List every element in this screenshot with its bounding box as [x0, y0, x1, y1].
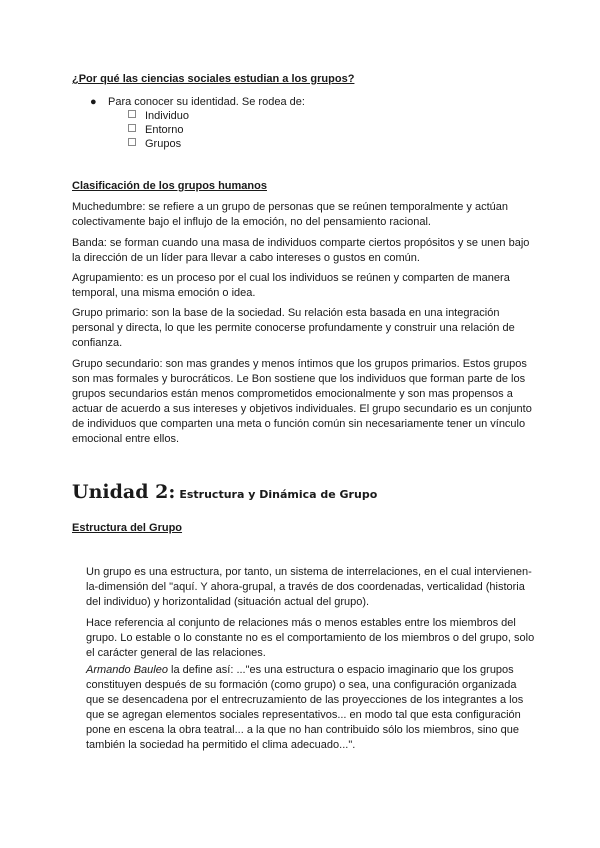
clasificacion-heading: Clasificación de los grupos humanos	[72, 180, 267, 192]
author-name: Armando Bauleo	[86, 664, 168, 676]
unit-title	[72, 468, 377, 506]
paragraph-grupo-primario: Grupo primario: son la base de la sociedad. Su relación esta basada en una integración personal y directa, lo que les permite conocerse profundamente y construir una relación de confianza.	[72, 307, 515, 349]
checkbox-square-icon	[128, 124, 136, 132]
unit-subtitle: Estructura y Dinámica de Grupo	[179, 488, 378, 501]
sub-list-item: Entorno	[128, 123, 189, 137]
paragraph-estructura-3	[86, 663, 536, 753]
sub-list-item: Grupos	[128, 137, 189, 151]
paragraph-agrupamiento: Agrupamiento: es un proceso por el cual los individuos se reúnen y comparten de manera temporal, una misma emoción o idea.	[72, 272, 510, 299]
checkbox-square-icon	[128, 138, 136, 146]
paragraph-grupo-secundario: Grupo secundario: son mas grandes y menos íntimos que los grupos primarios. Estos grupos son mas formales y burocráticos. Le Bon sostiene que los individuos que forman parte de los grupos secundarios están menos comprometidos emocionalmente y son mas propensos a actuar de acuerdo a sus intereses y objetivos individuales. El grupo secundario es un conjunto de individuos que comparten una meta o función común sin necesariamente tener un vínculo emocional entre ellos.	[72, 358, 532, 445]
sub-list	[128, 109, 189, 151]
paragraph-estructura-2: Hace referencia al conjunto de relaciones más o menos estables entre los miembros del grupo. Lo estable o lo constante no es el comportamiento de los miembros o del grupo, solo el carácter general de las relaciones.	[86, 617, 535, 659]
bullet-text: Para conocer su identidad. Se rodea de:	[108, 96, 305, 108]
checkbox-square-icon	[128, 110, 136, 118]
estructura-heading: Estructura del Grupo	[72, 522, 183, 534]
bullet-dot-icon: ●	[90, 96, 97, 108]
paragraph-muchedumbre: Muchedumbre: se refiere a un grupo de personas que se reúnen temporalmente y actúan colectivamente bajo el influjo de la emoción, no del pensamiento racional.	[72, 201, 508, 228]
paragraph-banda: Banda: se forman cuando una masa de individuos comparte ciertos propósitos y se unen bajo la dirección de un líder para llevar a cabo intereses o gustos en común.	[72, 237, 530, 264]
quote-text: la define así: ..."es una estructura o espacio imaginario que los grupos constituyen después de su formación (como grupo) o sea, una configuración organizada que se desencadena por el entrecruzamiento de las proyecciones de los integrantes a los que se agregan elementos sociales representativos... en modo tal que esta configuración pone en escena la obra teatral... a la que no han contribuido sólo los miembros, sino que también la sociedad ha permitido el clima adecuado...".	[86, 664, 524, 751]
question-heading: ¿Por qué las ciencias sociales estudian a los grupos?	[72, 73, 355, 85]
paragraph-estructura-1: Un grupo es una estructura, por tanto, un sistema de interrelaciones, en el cual intervienen-la-dimensión del "aquí. Y ahora-grupal, a través de dos coordenadas, verticalidad (historia del individuo) y horizontalidad (situación actual del grupo).	[86, 566, 532, 608]
unit-number: Unidad 2:	[72, 481, 176, 503]
sub-list-item: Individuo	[128, 109, 189, 123]
